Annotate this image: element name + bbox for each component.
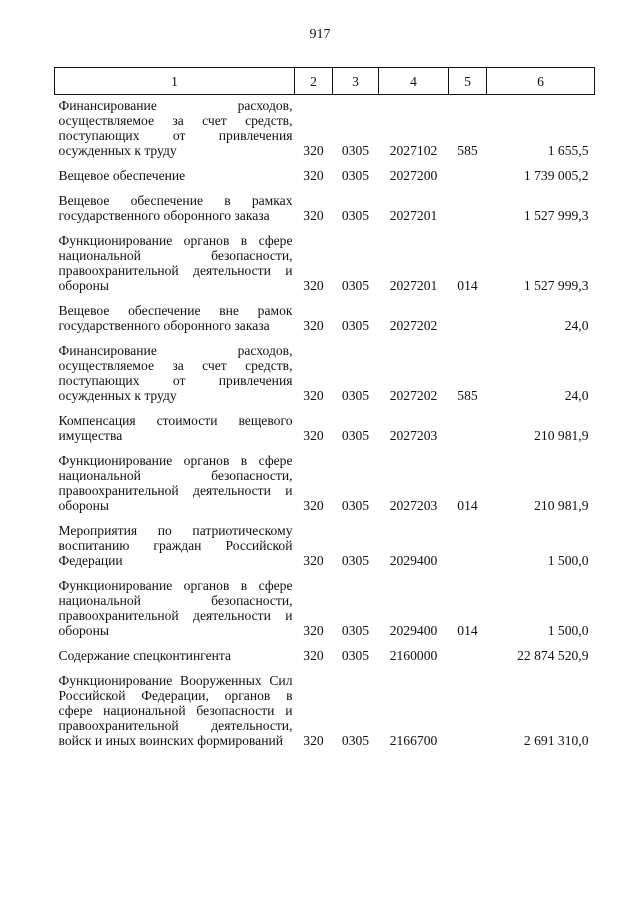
row-col-5 xyxy=(449,518,487,573)
row-amount: 24,0 xyxy=(564,388,589,403)
row-col-3: 0305 xyxy=(341,428,370,443)
row-col-5: 585 xyxy=(457,388,478,403)
row-amount: 1 655,5 xyxy=(547,143,589,158)
row-col-3: 0305 xyxy=(341,208,370,223)
row-amount: 2 691 310,0 xyxy=(523,733,589,748)
row-name: Мероприятия по патриотическому воспитанию граждан Российской Федерации xyxy=(58,523,293,568)
row-amount: 22 874 520,9 xyxy=(517,648,589,663)
row-col-2: 320 xyxy=(303,388,324,403)
table-row xyxy=(55,408,595,448)
row-col-2: 320 xyxy=(303,553,324,568)
row-col-4: 2027201 xyxy=(389,208,438,223)
table-row xyxy=(55,298,595,338)
header-col-4: 4 xyxy=(379,68,449,95)
row-col-4: 2027202 xyxy=(389,388,438,403)
row-col-4: 2027203 xyxy=(389,428,438,443)
table-row xyxy=(55,228,595,298)
row-col-5 xyxy=(449,408,487,448)
header-col-2: 2 xyxy=(295,68,333,95)
table-row xyxy=(55,338,595,408)
row-name: Функционирование органов в сфере национальной безопасности, правоохранительной деятельности и обороны xyxy=(58,233,293,293)
row-name: Содержание спецконтингента xyxy=(58,648,232,663)
row-col-2: 320 xyxy=(303,278,324,293)
row-col-2: 320 xyxy=(303,208,324,223)
row-col-5 xyxy=(449,668,487,753)
row-col-4: 2160000 xyxy=(389,648,438,663)
row-col-5 xyxy=(449,643,487,668)
row-amount: 24,0 xyxy=(564,318,589,333)
row-amount: 1 739 005,2 xyxy=(523,168,589,183)
row-col-4: 2027203 xyxy=(389,498,438,513)
row-col-4: 2029400 xyxy=(389,553,438,568)
page-number: 917 xyxy=(309,27,331,42)
row-col-5 xyxy=(449,188,487,228)
row-col-5: 014 xyxy=(457,278,478,293)
row-col-3: 0305 xyxy=(341,278,370,293)
table-row xyxy=(55,643,595,668)
table-row xyxy=(55,448,595,518)
row-amount: 210 981,9 xyxy=(534,498,589,513)
header-col-6: 6 xyxy=(487,68,595,95)
row-col-3: 0305 xyxy=(341,623,370,638)
table-row xyxy=(55,188,595,228)
header-col-5: 5 xyxy=(449,68,487,95)
row-col-4: 2166700 xyxy=(389,733,438,748)
header-col-1: 1 xyxy=(55,68,295,95)
row-col-3: 0305 xyxy=(341,498,370,513)
row-name: Компенсация стоимости вещевого имущества xyxy=(58,413,293,443)
row-amount: 1 527 999,3 xyxy=(523,278,589,293)
table-row xyxy=(55,668,595,753)
row-col-5 xyxy=(449,163,487,188)
budget-table xyxy=(54,67,595,753)
header-col-3: 3 xyxy=(333,68,379,95)
row-col-5: 014 xyxy=(457,498,478,513)
row-amount: 210 981,9 xyxy=(534,428,589,443)
row-name: Вещевое обеспечение в рамках государственного оборонного заказа xyxy=(58,193,293,223)
row-name: Функционирование органов в сфере национальной безопасности, правоохранительной деятельности и обороны xyxy=(58,453,293,513)
row-col-3: 0305 xyxy=(341,168,370,183)
row-name: Финансирование расходов, осуществляемое за счет средств, поступающих от привлечения осужденных к труду xyxy=(58,343,293,403)
row-col-2: 320 xyxy=(303,623,324,638)
row-col-2: 320 xyxy=(303,428,324,443)
row-col-3: 0305 xyxy=(341,388,370,403)
row-col-5 xyxy=(449,298,487,338)
table-header-row xyxy=(55,68,595,95)
table-row xyxy=(55,163,595,188)
row-col-5: 014 xyxy=(457,623,478,638)
row-col-3: 0305 xyxy=(341,733,370,748)
row-amount: 1 527 999,3 xyxy=(523,208,589,223)
row-col-3: 0305 xyxy=(341,648,370,663)
row-col-4: 2029400 xyxy=(389,623,438,638)
table-row xyxy=(55,95,595,164)
row-col-4: 2027201 xyxy=(389,278,438,293)
row-col-2: 320 xyxy=(303,733,324,748)
row-amount: 1 500,0 xyxy=(547,623,589,638)
table-row xyxy=(55,518,595,573)
row-name: Функционирование Вооруженных Сил Российской Федерации, органов в сфере национальной безопасности и правоохранительной деятельности, войск и иных воинских формирований xyxy=(58,673,293,748)
row-col-2: 320 xyxy=(303,168,324,183)
row-amount: 1 500,0 xyxy=(547,553,589,568)
row-col-3: 0305 xyxy=(341,318,370,333)
row-name: Вещевое обеспечение вне рамок государственного оборонного заказа xyxy=(58,303,293,333)
row-col-2: 320 xyxy=(303,318,324,333)
row-col-3: 0305 xyxy=(341,553,370,568)
row-name: Вещевое обеспечение xyxy=(58,168,186,183)
row-col-5: 585 xyxy=(457,143,478,158)
row-col-4: 2027202 xyxy=(389,318,438,333)
row-col-2: 320 xyxy=(303,143,324,158)
row-col-3: 0305 xyxy=(341,143,370,158)
row-col-4: 2027200 xyxy=(389,168,438,183)
row-col-4: 2027102 xyxy=(389,143,438,158)
table-row xyxy=(55,573,595,643)
row-name: Финансирование расходов, осуществляемое за счет средств, поступающих от привлечения осужденных к труду xyxy=(58,98,293,158)
table-body xyxy=(55,95,595,754)
row-name: Функционирование органов в сфере национальной безопасности, правоохранительной деятельности и обороны xyxy=(58,578,293,638)
row-col-2: 320 xyxy=(303,648,324,663)
row-col-2: 320 xyxy=(303,498,324,513)
